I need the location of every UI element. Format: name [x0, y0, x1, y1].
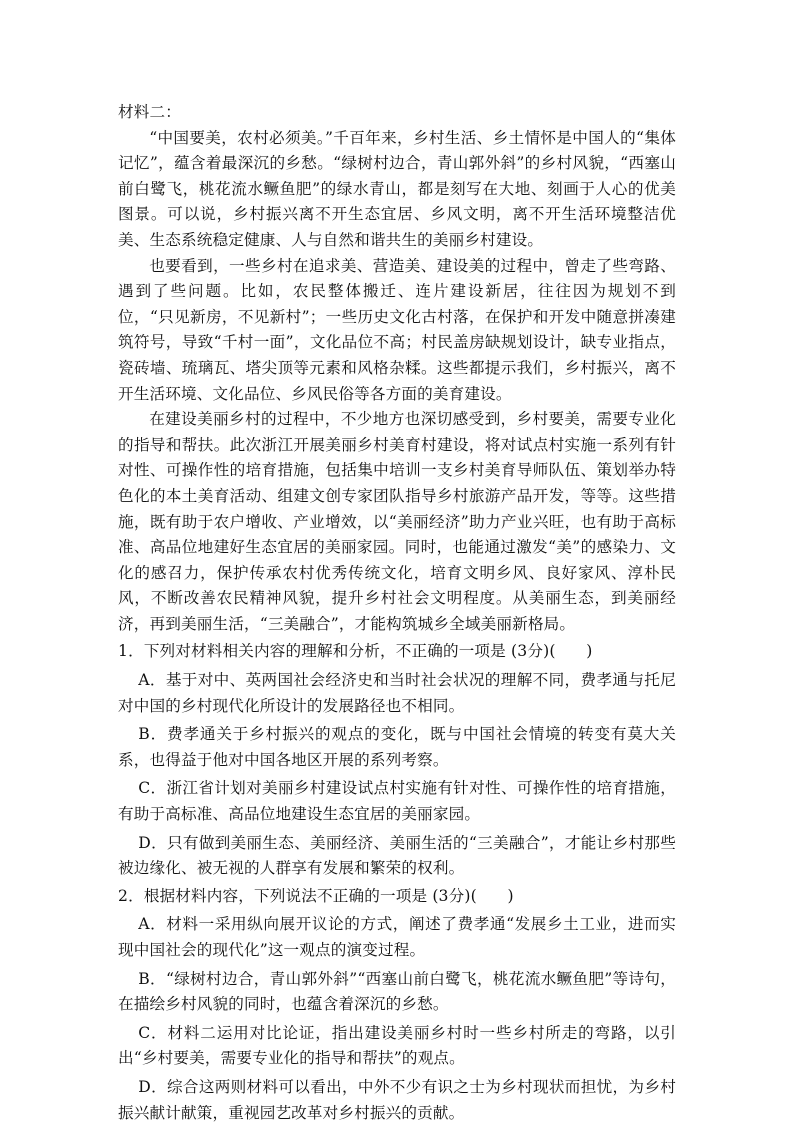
- question-score: (3分): [432, 886, 471, 905]
- answer-blank: ( ): [549, 642, 593, 661]
- option-d: D．综合这两则材料可以看出，中外不少有识之士为乡村现状而担忧，为乡村振兴献计献策，重视园艺改革对乡村振兴的贡献。: [118, 1077, 676, 1122]
- material-heading: 材料二：: [118, 103, 181, 121]
- question-text: 1．下列对材料相关内容的理解和分析，不正确的一项是: [118, 642, 506, 661]
- option-a: A．基于对中、英两国社会经济史和当时社会状况的理解不同，费孝通与托尼对中国的乡村现代化所设计的发展路径也不相同。: [118, 671, 676, 715]
- question-score: (3分): [511, 642, 550, 661]
- material-paragraph-3: 在建设美丽乡村的过程中，不少地方也深切感受到，乡村要美，需要专业化的指导和帮扶。此次浙江开展美丽乡村美育村建设，将对试点村实施一系列有针对性、可操作性的培育措施，包括集中培训一支乡村美育导师队伍、策划举办特色化的本土美育活动、组建文创专家团队指导乡村旅游产品开发，等等。这些措施，既有助于农户增收、产业增效，以“美丽经济”助力产业兴旺，也有助于高标准、高品位地建好生态宜居的美丽家园。同时，也能通过激发“美”的感染力、文化的感召力，保护传承农村优秀传统文化，培育文明乡风、良好家风、淳朴民风，不断改善农民精神风貌，提升乡村社会文明程度。从美丽生态，到美丽经济，再到美丽生活，“三美融合”，才能构筑城乡全域美丽新格局。: [118, 410, 676, 633]
- material-paragraph-1: “中国要美，农村必须美。”千百年来，乡村生活、乡土情怀是中国人的“集体记忆”，蕴含着最深沉的乡愁。“绿树村边合，青山郭外斜”的乡村风貌，“西塞山前白鹭飞，桃花流水鳜鱼肥”的绿水青山，都是刻写在大地、刻画于人心的优美图景。可以说，乡村振兴离不开生态宜居、乡风文明，离不开生活环境整洁优美、生态系统稳定健康、人与自然和谐共生的美丽乡村建设。: [118, 128, 676, 249]
- option-b: B．“绿树村边合，青山郭外斜”“西塞山前白鹭飞，桃花流水鳜鱼肥”等诗句，在描绘乡村风貌的同时，也蕴含着深沉的乡愁。: [118, 969, 676, 1014]
- document-page: [118, 100, 676, 1126]
- question-text: 2．根据材料内容，下列说法不正确的一项是: [118, 886, 428, 905]
- answer-blank: ( ): [470, 886, 514, 905]
- question-1: [118, 639, 676, 881]
- option-a: A．材料一采用纵向展开议论的方式，阐述了费孝通“发展乡土工业，进而实现中国社会的现代化”这一观点的演变过程。: [118, 915, 676, 959]
- option-c: C．材料二运用对比论证，指出建设美丽乡村时一些乡村所走的弯路，以引出“乡村要美，需要专业化的指导和帮扶”的观点。: [118, 1023, 676, 1068]
- option-c: C．浙江省计划对美丽乡村建设试点村实施有针对性、可操作性的培育措施，有助于高标准、高品位地建设生态宜居的美丽家园。: [118, 779, 676, 824]
- question-2: [118, 884, 676, 1126]
- option-d: D．只有做到美丽生态、美丽经济、美丽生活的“三美融合”，才能让乡村那些被边缘化、被无视的人群享有发展和繁荣的权利。: [118, 833, 676, 878]
- material-paragraph-2: 也要看到，一些乡村在追求美、营造美、建设美的过程中，曾走了些弯路、遇到了些问题。比如，农民整体搬迁、连片建设新居，往往因为规划不到位，“只见新房，不见新村”；一些历史文化古村落，在保护和开发中随意拼凑建筑符号，导致“千村一面”，文化品位不高；村民盖房缺规划设计，缺专业指点，瓷砖墙、琉璃瓦、塔尖顶等元素和风格杂糅。这些都提示我们，乡村振兴，离不开生活环境、文化品位、乡风民俗等各方面的美育建设。: [118, 256, 676, 403]
- option-b: B．费孝通关于乡村振兴的观点的变化，既与中国社会情境的转变有莫大关系，也得益于他对中国各地区开展的系列考察。: [118, 725, 676, 769]
- question-stem: [118, 639, 676, 665]
- question-stem: [118, 884, 676, 910]
